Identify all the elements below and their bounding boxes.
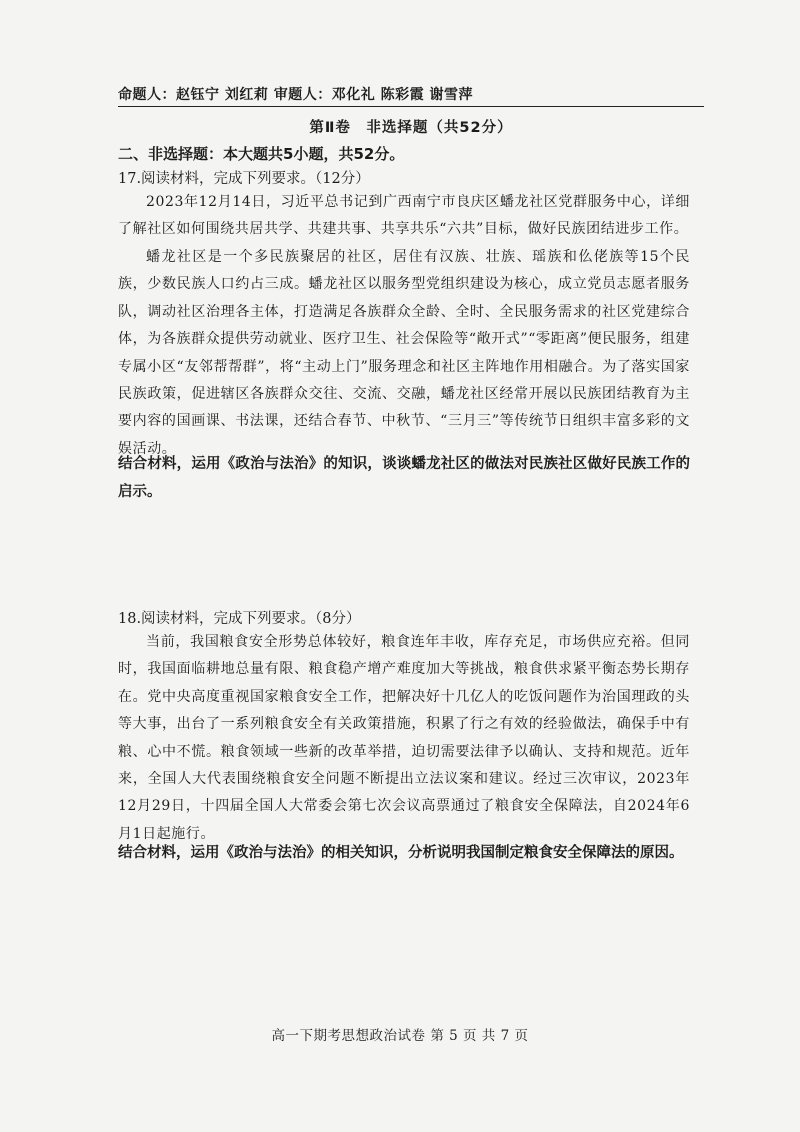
question-17-prompt: 结合材料，运用《政治与法治》的知识，谈谈蟠龙社区的做法对民族社区做好民族工作的启示。	[118, 456, 690, 500]
question-17-title: 17.阅读材料，完成下列要求。（12分）	[118, 171, 370, 187]
question-18-title: 18.阅读材料，完成下列要求。（8分）	[118, 611, 361, 627]
page-footer: 高一下期考思想政治试卷 第 5 页 共 7 页	[271, 1028, 529, 1044]
header-divider	[118, 106, 704, 107]
question-18-paragraph-1: 当前，我国粮食安全形势总体较好，粮食连年丰收，库存充足，市场供应充裕。但同时，我国面临耕地总量有限、粮食稳产增产难度加大等挑战，粮食供求紧平衡态势长期存在。党中央高度重视国家粮食安全工作，把解决好十几亿人的吃饭问题作为治国理政的头等大事，出台了一系列粮食安全有关政策措施，积累了行之有效的经验做法，确保手中有粮、心中不慌。粮食领域一些新的改革举措，迫切需要法律予以确认、支持和规范。近年来，全国人大代表围绕粮食安全问题不断提出立法议案和建议。经过三次审议，2023年12月29日，十四届全国人大常委会第七次会议高票通过了粮食安全保障法，自2024年6月1日起施行。	[118, 634, 690, 842]
author-line: 命题人：赵钰宁 刘红莉 审题人：邓化礼 陈彩霞 谢雪萍	[118, 87, 473, 103]
section-title: 第Ⅱ卷 非选择题（共52分）	[309, 120, 513, 136]
question-17-paragraph-1: 2023年12月14日，习近平总书记到广西南宁市良庆区蟠龙社区党群服务中心，详细了解社区如何围绕共居共学、共建共事、共享共乐“六共”目标，做好民族团结进步工作。	[118, 194, 690, 238]
part-heading: 二、非选择题：本大题共5小题，共52分。	[118, 145, 405, 163]
question-18-prompt: 结合材料，运用《政治与法治》的相关知识，分析说明我国制定粮食安全保障法的原因。	[118, 845, 684, 861]
question-17-paragraph-2: 蟠龙社区是一个多民族聚居的社区，居住有汉族、壮族、瑶族和仫佬族等15个民族，少数民族人口约占三成。蟠龙社区以服务型党组织建设为核心，成立党员志愿者服务队，调动社区治理各主体，打造满足各族群众全龄、全时、全民服务需求的社区党建综合体，为各族群众提供劳动就业、医疗卫生、社会保险等“敞开式”“零距离”便民服务，组建专属小区“友邻帮帮群”，将“主动上门”服务理念和社区主阵地作用相融合。为了落实国家民族政策，促进辖区各族群众交往、交流、交融，蟠龙社区经常开展以民族团结教育为主要内容的国画课、书法课，还结合春节、中秋节、“三月三”等传统节日组织丰富多彩的文娱活动。	[118, 249, 690, 457]
